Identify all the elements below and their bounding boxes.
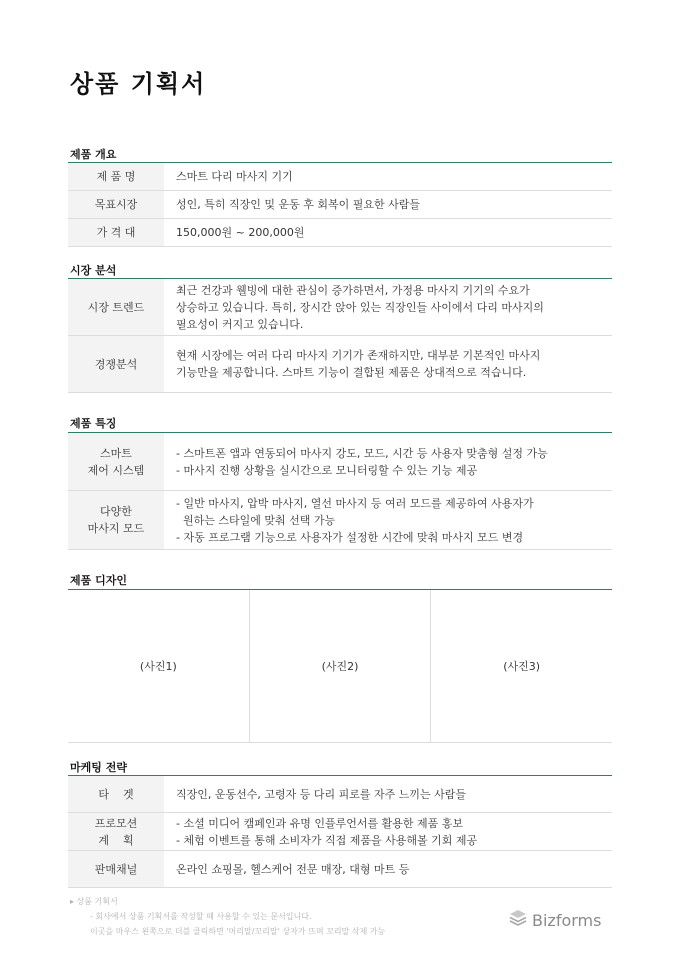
text-line: 원하는 스타일에 맞춰 선택 가능 <box>176 513 336 527</box>
features-table <box>68 432 612 550</box>
text-line: - 소셜 미디어 캠페인과 유명 인플루언서를 활용한 제품 홍보 <box>176 816 463 830</box>
table-row <box>68 336 612 393</box>
row-label: 가 격 대 <box>68 219 164 246</box>
table-row <box>68 191 612 219</box>
row-label: 타 겟 <box>68 776 164 812</box>
footer-doc-name: ▸ 상품 기획서 <box>70 897 118 906</box>
section-title-overview: 제품 개요 <box>70 148 117 161</box>
label-line: 다양한 <box>100 505 132 518</box>
row-value <box>164 491 612 549</box>
text-line: 상승하고 있습니다. 특히, 장시간 앉아 있는 직장인들 사이에서 다리 마사지의 <box>176 300 544 314</box>
row-label <box>68 491 164 549</box>
row-value <box>164 279 612 335</box>
row-label <box>68 433 164 490</box>
text-line: 온라인 쇼핑몰, 헬스케어 전문 매장, 대형 마트 등 <box>176 862 410 876</box>
text-line: 현재 시장에는 여러 다리 마사지 기기가 존재하지만, 대부분 기본적인 마사지 <box>176 349 541 362</box>
row-value <box>164 851 612 887</box>
row-label: 목표시장 <box>68 191 164 218</box>
market-table <box>68 278 612 393</box>
footer-hint[interactable]: 이곳을 마우스 왼쪽으로 더블 클릭하면 '머리말/꼬리말' 상자가 뜨며 꼬리말 삭제 가능 <box>90 927 386 936</box>
table-row <box>68 851 612 888</box>
text-line: - 체험 이벤트를 통해 소비자가 직접 제품을 사용해볼 기회 제공 <box>176 833 478 847</box>
row-value <box>164 813 612 850</box>
bizforms-logo <box>508 908 601 932</box>
photo-placeholder-3: (사진3) <box>430 590 612 742</box>
table-row <box>68 813 612 851</box>
text-line: 직장인, 운동선수, 고령자 등 다리 피로를 자주 느끼는 사람들 <box>176 787 466 801</box>
section-title-market: 시장 분석 <box>70 264 117 277</box>
marketing-table <box>68 775 612 888</box>
row-value <box>164 776 612 812</box>
table-row <box>68 163 612 191</box>
text-line: 기능만을 제공합니다. 스마트 기능이 결합된 제품은 상대적으로 적습니다. <box>176 366 527 379</box>
row-value: 150,000원 ~ 200,000원 <box>176 226 305 239</box>
label-line: 제어 시스템 <box>87 463 145 477</box>
text-line: - 스마트폰 앱과 연동되어 마사지 강도, 모드, 시간 등 사용자 맞춤형 설정 가능 <box>176 446 548 460</box>
footer-description: - 회사에서 상품 기획서를 작성할 때 사용할 수 있는 문서입니다. <box>90 912 312 921</box>
text-line: - 마사지 진행 상황을 실시간으로 모니터링할 수 있는 기능 제공 <box>176 463 478 477</box>
text-line: 최근 건강과 웰빙에 대한 관심이 증가하면서, 가정용 마사지 기기의 수요가 <box>176 283 530 297</box>
table-row <box>68 433 612 491</box>
row-value <box>164 336 612 392</box>
row-label: 시장 트렌드 <box>68 279 164 335</box>
table-row <box>68 491 612 550</box>
section-title-features: 제품 특징 <box>70 417 117 430</box>
text-line: - 자동 프로그램 기능으로 사용자가 설정한 시간에 맞춰 마사지 모드 변경 <box>176 530 524 544</box>
table-row <box>68 279 612 336</box>
layers-icon <box>508 908 528 932</box>
text-line: - 일반 마사지, 압박 마사지, 열선 마사지 등 여러 모드를 제공하여 사용자가 <box>176 496 534 510</box>
section-title-design: 제품 디자인 <box>70 574 127 587</box>
label-line: 계 획 <box>98 833 134 847</box>
row-value: 성인, 특히 직장인 및 운동 후 회복이 필요한 사람들 <box>176 198 420 211</box>
page-title: 상품 기획서 <box>70 70 207 98</box>
row-value <box>164 433 612 490</box>
photo-placeholder-1: (사진1) <box>139 660 177 673</box>
brand-name: Bizforms <box>532 910 602 930</box>
label-line: 스마트 <box>100 446 132 460</box>
row-label: 경쟁분석 <box>68 336 164 392</box>
row-value: 스마트 다리 마사지 기기 <box>176 170 293 183</box>
label-line: 마사지 모드 <box>87 522 145 535</box>
photo-grid <box>68 589 612 743</box>
section-title-marketing: 마케팅 전략 <box>70 761 127 774</box>
row-label: 판매채널 <box>68 851 164 887</box>
row-label <box>68 813 164 850</box>
text-line: 필요성이 커지고 있습니다. <box>176 317 304 331</box>
table-row <box>68 219 612 247</box>
row-label: 제 품 명 <box>68 163 164 190</box>
photo-placeholder-2: (사진2) <box>249 590 431 742</box>
overview-table <box>68 162 612 247</box>
label-line: 프로모션 <box>94 816 138 830</box>
table-row <box>68 776 612 813</box>
